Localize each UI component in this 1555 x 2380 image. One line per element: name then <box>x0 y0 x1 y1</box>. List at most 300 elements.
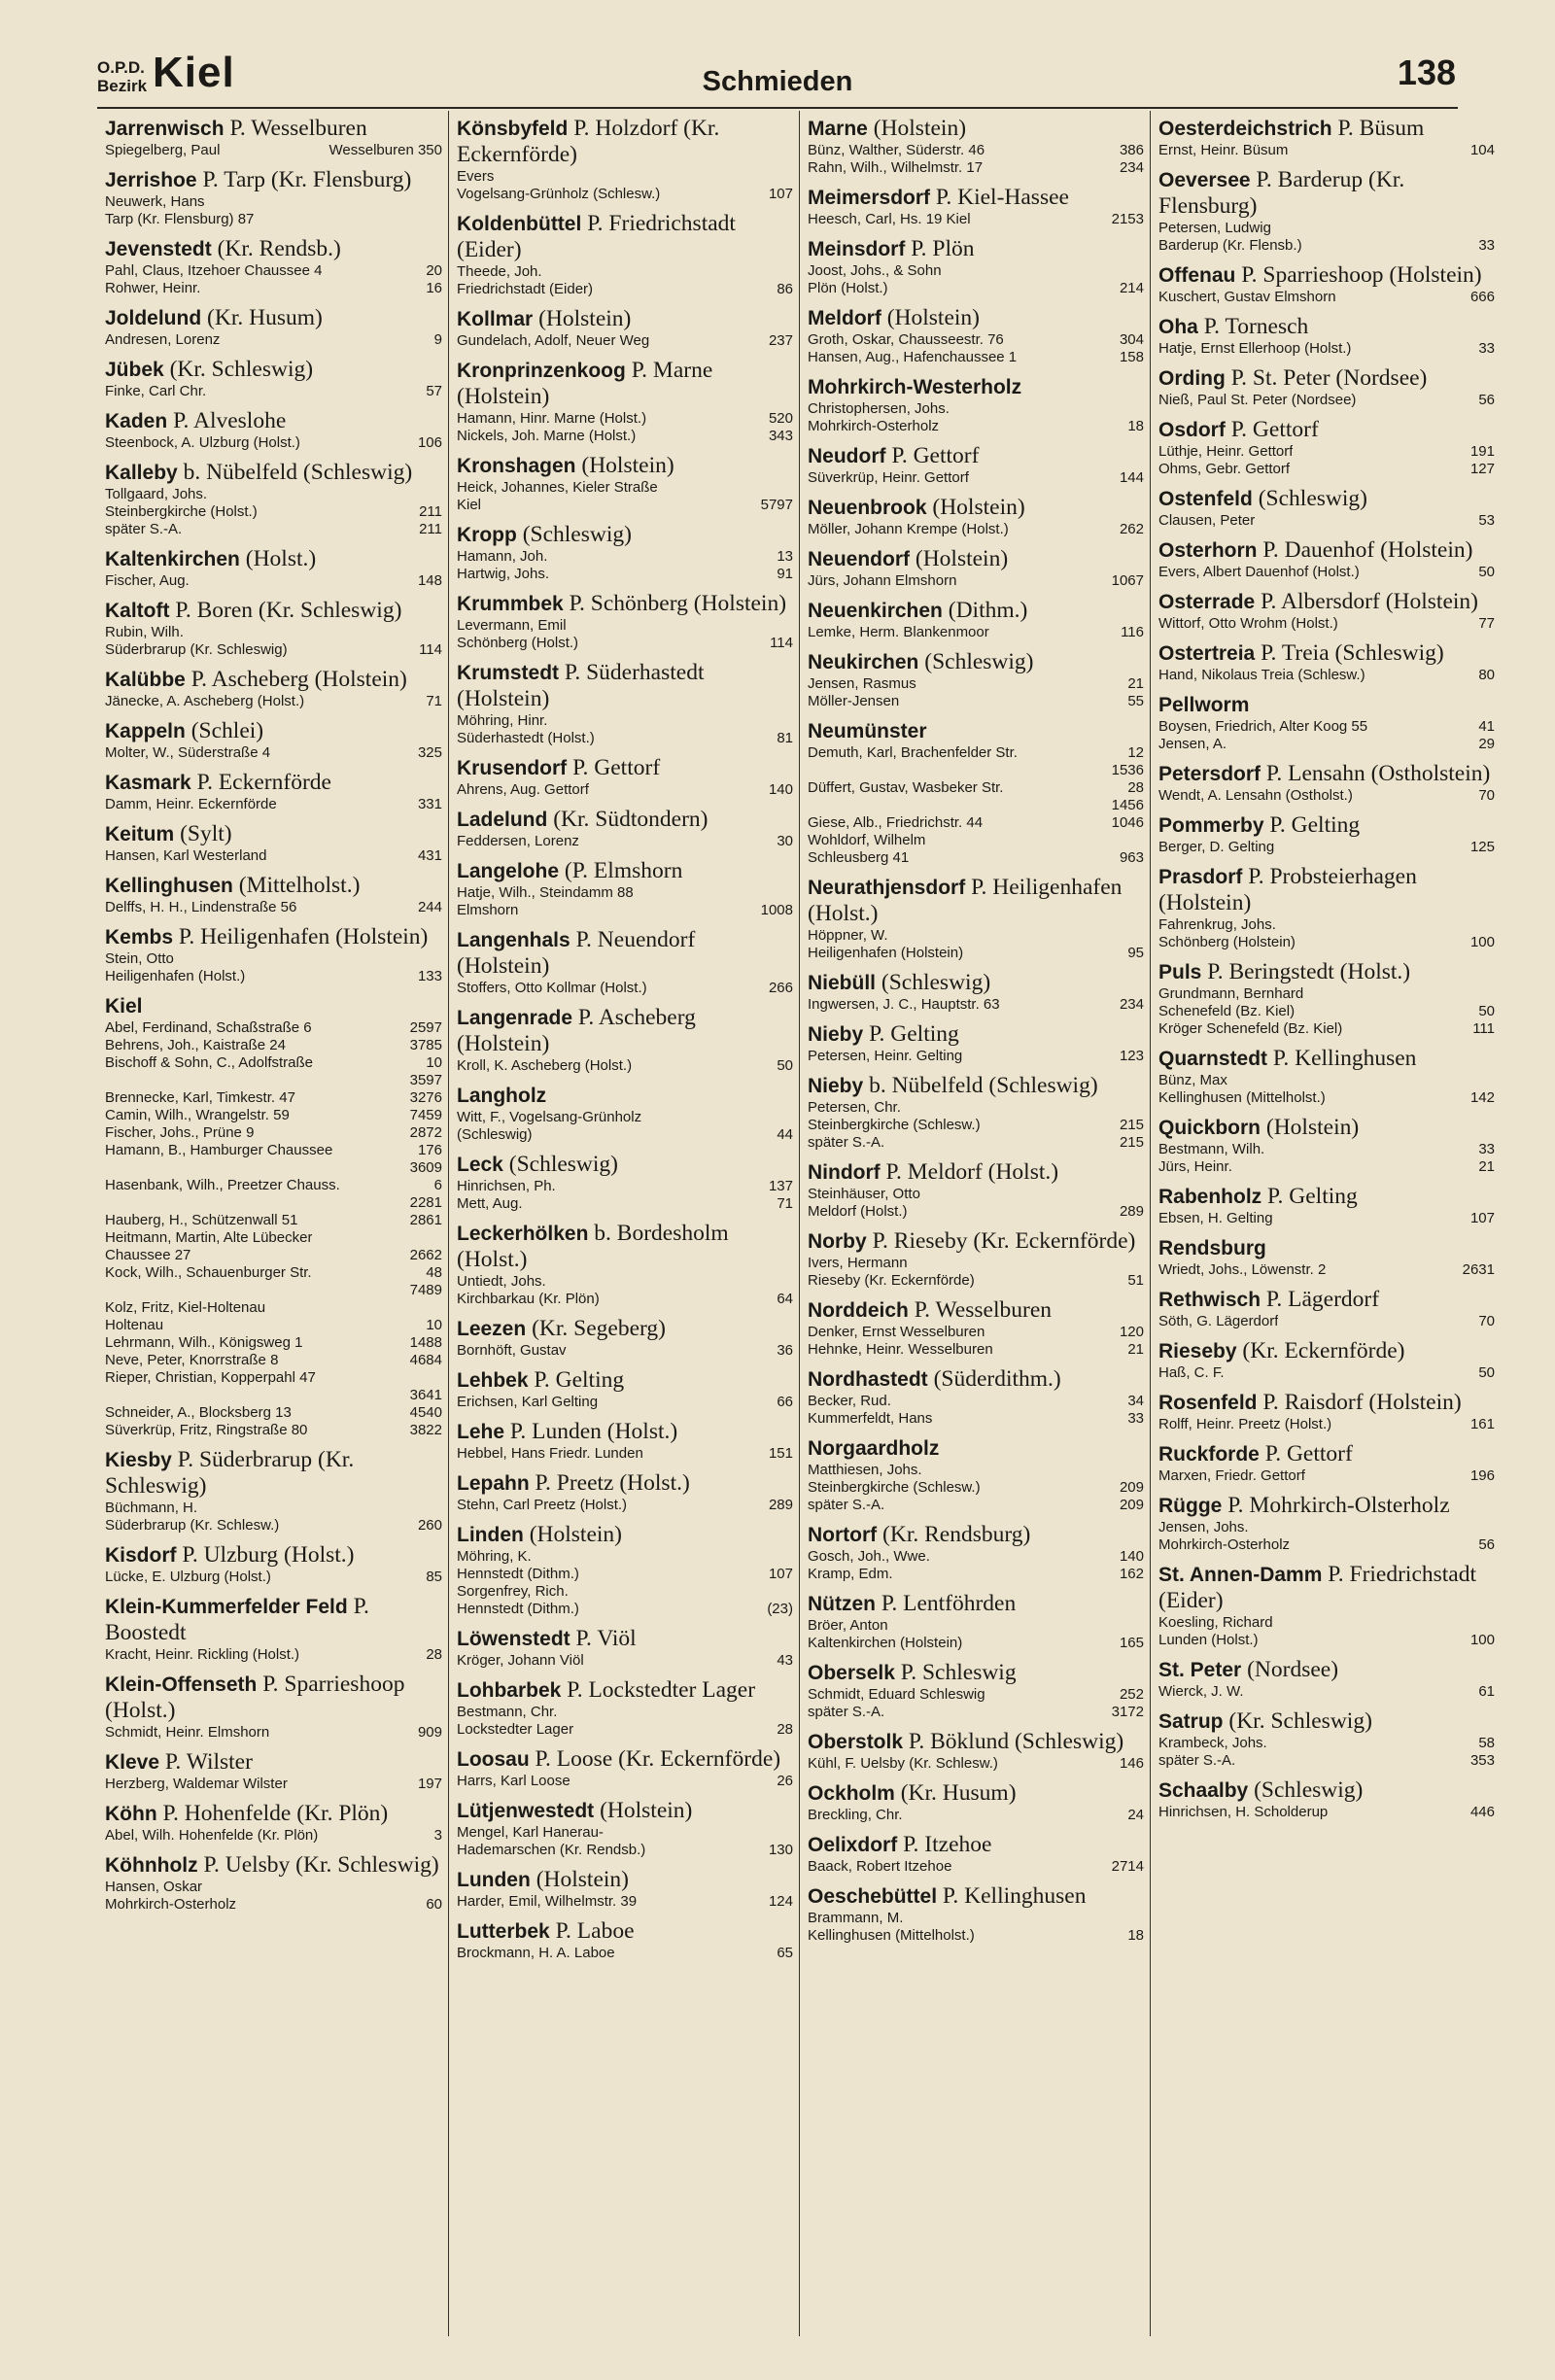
entry-name: Schneider, A., Blocksberg 13 <box>105 1404 292 1421</box>
entry-number: 41 <box>1478 718 1495 735</box>
entry-name: Christophersen, Johs. <box>808 400 950 417</box>
place-name: Nortorf <box>808 1524 878 1546</box>
entry-name: Erichsen, Karl Gelting <box>457 1394 599 1410</box>
entry-name: Witt, F., Vogelsang-Grünholz <box>457 1109 642 1125</box>
entry-name: Nickels, Joh. Marne (Holst.) <box>457 428 637 444</box>
place-heading <box>1158 537 1495 564</box>
place-heading <box>105 924 442 950</box>
directory-entry <box>1158 1364 1495 1382</box>
place-heading <box>1158 1390 1495 1416</box>
directory-entry <box>1158 1416 1495 1433</box>
directory-entry <box>457 566 793 583</box>
entry-name: Rolff, Heinr. Preetz (Holst.) <box>1158 1416 1332 1432</box>
entry-number: 34 <box>1127 1393 1144 1409</box>
place-heading <box>808 1522 1144 1548</box>
place-name: Kellinghusen <box>105 875 233 897</box>
entry-name: Steinbergkirche (Schlesw.) <box>808 1479 981 1496</box>
place-postal-info: P. Gettorf <box>1264 1441 1353 1466</box>
place-postal-info: (Holstein) <box>873 116 967 141</box>
entry-name: Möhring, K. <box>457 1548 532 1565</box>
entry-number: 114 <box>419 641 442 658</box>
place-name: Oha <box>1158 316 1198 338</box>
directory-entry <box>1158 1313 1495 1330</box>
place-name: Schaalby <box>1158 1779 1249 1802</box>
place-postal-info: P. Lentföhrden <box>881 1591 1017 1616</box>
place-heading <box>1158 812 1495 839</box>
directory-entry <box>1158 736 1495 753</box>
entry-number: 116 <box>1121 624 1144 640</box>
place-name: Kaltoft <box>105 600 170 622</box>
directory-entry <box>105 1089 442 1107</box>
directory-entry <box>105 1229 442 1247</box>
entry-name: Kröger, Johann Viöl <box>457 1652 584 1669</box>
entry-name: Harrs, Karl Loose <box>457 1773 570 1789</box>
place-name: Krummbek <box>457 593 564 615</box>
entry-name: Petersen, Heinr. Gelting <box>808 1048 963 1064</box>
place-name: Leck <box>457 1154 503 1176</box>
entry-number: 2597 <box>409 1019 442 1036</box>
entry-number: 137 <box>768 1178 793 1194</box>
entry-name: Steinhäuser, Otto <box>808 1186 920 1202</box>
entry-number: 77 <box>1478 615 1495 632</box>
place-postal-info: P. St. Peter (Nordsee) <box>1230 365 1428 391</box>
place-heading <box>457 116 793 168</box>
place-name: Meimersdorf <box>808 187 931 209</box>
entry-number: 144 <box>1119 469 1144 486</box>
place-name: Kisdorf <box>105 1544 177 1567</box>
place-name: Lohbarbek <box>457 1679 562 1702</box>
directory-entry <box>457 428 793 445</box>
place-name: St. Annen-Damm <box>1158 1564 1323 1586</box>
directory-entry <box>808 1048 1144 1065</box>
directory-entry <box>457 1273 793 1291</box>
place-postal-info: (Holstein) <box>600 1798 693 1823</box>
place-heading <box>1158 640 1495 667</box>
district-city: Kiel <box>153 49 235 96</box>
entry-number: 2631 <box>1462 1261 1495 1278</box>
entry-name: Gundelach, Adolf, Neuer Weg <box>457 332 650 349</box>
entry-number: 2861 <box>409 1212 442 1228</box>
directory-entry <box>1158 615 1495 633</box>
entry-name: Kramp, Edm. <box>808 1566 893 1582</box>
entry-number: 289 <box>768 1497 793 1513</box>
directory-entry <box>808 1186 1144 1203</box>
place-postal-info: P. Laboe <box>555 1918 635 1944</box>
place-postal-info: (Kr. Husum) <box>207 305 323 330</box>
directory-entry <box>105 521 442 538</box>
place-postal-info: (Holstein) <box>886 305 980 330</box>
directory-entry <box>457 281 793 298</box>
place-postal-info: P. Heiligenhafen (Holst.) <box>808 875 1123 926</box>
place-name: Kalleby <box>105 462 178 484</box>
directory-entry <box>808 1272 1144 1290</box>
entry-number: 1536 <box>1111 762 1144 778</box>
entry-name: Wendt, A. Lensahn (Ostholst.) <box>1158 787 1353 804</box>
place-heading <box>105 770 442 796</box>
place-name: Linden <box>457 1524 524 1546</box>
place-postal-info: (Kr. Rendsburg) <box>882 1522 1031 1547</box>
place-postal-info: (Kr. Schleswig) <box>1228 1708 1372 1734</box>
entry-number: 1067 <box>1111 572 1144 589</box>
entry-name: Kröger Schenefeld (Bz. Kiel) <box>1158 1020 1343 1037</box>
entry-number: 56 <box>1478 1536 1495 1553</box>
entry-name: Jänecke, A. Ascheberg (Holst.) <box>105 693 305 709</box>
place-postal-info: P. Neuendorf (Holstein) <box>457 927 696 979</box>
directory-entry <box>808 521 1144 538</box>
directory-entry <box>457 1394 793 1411</box>
directory-entry <box>808 280 1144 297</box>
directory-entry <box>457 1548 793 1566</box>
directory-entry <box>105 1646 442 1664</box>
directory-entry <box>808 1099 1144 1117</box>
entry-name: Mett, Aug. <box>457 1195 523 1212</box>
place-heading <box>457 1918 793 1945</box>
entry-name: Sorgenfrey, Rich. <box>457 1583 569 1600</box>
place-heading <box>457 453 793 479</box>
entry-number: 2872 <box>409 1124 442 1141</box>
directory-entry <box>1158 237 1495 255</box>
place-heading <box>457 1746 793 1773</box>
directory-entry <box>808 693 1144 710</box>
place-postal-info: P. Mohrkirch-Olsterholz <box>1227 1493 1450 1518</box>
place-name: Kappeln <box>105 720 186 742</box>
place-heading <box>105 460 442 486</box>
directory-entry <box>105 142 442 159</box>
entry-name: Hehnke, Heinr. Wesselburen <box>808 1341 993 1358</box>
directory-entry <box>105 1724 442 1742</box>
place-name: Kollmar <box>457 308 534 330</box>
page-title: Schmieden <box>702 66 853 97</box>
place-postal-info: (Schleswig) <box>508 1152 619 1177</box>
place-name: Leckerhölken <box>457 1223 589 1245</box>
place-postal-info: P. Lockstedter Lager <box>567 1677 756 1703</box>
place-heading <box>105 821 442 847</box>
directory-entry <box>1158 1632 1495 1649</box>
entry-name: Vogelsang-Grünholz (Schlesw.) <box>457 186 661 202</box>
place-heading <box>457 358 793 410</box>
entry-number: 214 <box>1119 280 1144 296</box>
directory-entry <box>105 1387 442 1404</box>
place-postal-info: (Schleswig) <box>522 522 632 547</box>
entry-name: Bünz, Walther, Süderstr. 46 <box>808 142 985 158</box>
entry-number: 10 <box>426 1317 442 1333</box>
place-heading <box>105 1594 442 1646</box>
entry-name: Hademarschen (Kr. Rendsb.) <box>457 1842 646 1858</box>
entry-name: Hansen, Karl Westerland <box>105 847 267 864</box>
entry-number: 209 <box>1119 1497 1144 1513</box>
place-heading <box>1158 589 1495 615</box>
place-postal-info: (Holstein) <box>536 1867 629 1892</box>
entry-number: 44 <box>777 1126 793 1143</box>
place-name: Norby <box>808 1230 867 1253</box>
entry-number: 21 <box>1127 1341 1144 1358</box>
entry-number: 33 <box>1478 237 1495 254</box>
entry-number: 28 <box>1127 779 1144 796</box>
place-postal-info: (Holstein) <box>581 453 674 478</box>
directory-entry <box>457 1824 793 1842</box>
entry-number: 71 <box>426 693 442 709</box>
place-postal-info: P. Kellinghusen <box>942 1883 1087 1909</box>
directory-entry <box>1158 289 1495 306</box>
place-heading <box>1158 692 1495 718</box>
place-heading <box>1158 1493 1495 1519</box>
place-heading <box>808 718 1144 744</box>
entry-number: 353 <box>1469 1752 1495 1769</box>
place-name: Niebüll <box>808 972 877 994</box>
entry-name: Bestmann, Wilh. <box>1158 1141 1265 1157</box>
place-heading <box>457 1419 793 1445</box>
directory-entry <box>457 712 793 730</box>
entry-name: Abel, Ferdinand, Schaßstraße 6 <box>105 1019 312 1036</box>
place-name: Quickborn <box>1158 1117 1261 1139</box>
place-name: Ostenfeld <box>1158 488 1253 510</box>
entry-name: Hansen, Aug., Hafenchaussee 1 <box>808 349 1018 365</box>
place-heading <box>105 1749 442 1776</box>
directory-entry <box>105 1827 442 1845</box>
entry-number: 133 <box>417 968 442 984</box>
place-postal-info: P. Preetz (Holst.) <box>535 1470 690 1496</box>
entry-name: Harder, Emil, Wilhelmstr. 39 <box>457 1893 638 1910</box>
place-name: Osdorf <box>1158 419 1226 441</box>
entry-number: 71 <box>777 1195 793 1212</box>
place-name: Leezen <box>457 1318 527 1340</box>
directory-entry <box>457 1652 793 1670</box>
page-header <box>97 47 1458 109</box>
entry-name: Möller-Jensen <box>808 693 900 709</box>
place-name: Pommerby <box>1158 814 1264 837</box>
entry-number: 142 <box>1469 1089 1495 1106</box>
entry-number: 24 <box>1127 1807 1144 1823</box>
entry-number: 66 <box>777 1394 793 1410</box>
directory-entry <box>105 262 442 280</box>
place-heading <box>105 1447 442 1500</box>
entry-number: 33 <box>1127 1410 1144 1427</box>
entry-number: 386 <box>1119 142 1144 158</box>
directory-entry <box>105 1177 442 1194</box>
place-postal-info: P. Albersdorf (Holstein) <box>1261 589 1478 614</box>
entry-name: Schmidt, Heinr. Elmshorn <box>105 1724 270 1741</box>
place-heading <box>1158 1657 1495 1683</box>
place-name: Neuenkirchen <box>808 600 943 622</box>
directory-entry <box>1158 1158 1495 1176</box>
entry-number: 33 <box>1478 340 1495 357</box>
place-name: Rethwisch <box>1158 1289 1261 1311</box>
entry-name: Hauberg, H., Schützenwall 51 <box>105 1212 298 1228</box>
place-postal-info: P. Büsum <box>1337 116 1425 141</box>
entry-name: Groth, Oskar, Chausseestr. 76 <box>808 331 1004 348</box>
entry-number: 61 <box>1478 1683 1495 1700</box>
entry-name: Hamann, B., Hamburger Chaussee <box>105 1142 333 1158</box>
place-name: Pellworm <box>1158 694 1250 716</box>
entry-name: Kummerfeldt, Hans <box>808 1410 933 1427</box>
entry-number: 30 <box>777 833 793 849</box>
entry-name: Höppner, W. <box>808 927 888 944</box>
directory-entry <box>457 168 793 186</box>
entry-name: Düffert, Gustav, Wasbeker Str. <box>808 779 1004 796</box>
entry-name: Denker, Ernst Wesselburen <box>808 1324 985 1340</box>
place-name: Rosenfeld <box>1158 1392 1258 1414</box>
directory-entry <box>1158 916 1495 934</box>
place-heading <box>457 660 793 712</box>
place-name: Jarrenwisch <box>105 118 225 140</box>
place-postal-info: P. Dauenhof (Holstein) <box>1262 537 1473 563</box>
place-heading <box>808 116 1144 142</box>
entry-number: 51 <box>1127 1272 1144 1289</box>
entry-name: Schönberg (Holst.) <box>457 635 579 651</box>
directory-entry <box>457 730 793 747</box>
entry-number: 158 <box>1119 349 1144 365</box>
entry-number: 56 <box>1478 392 1495 408</box>
place-heading <box>105 598 442 624</box>
place-postal-info: P. Ascheberg (Holstein) <box>190 667 407 692</box>
place-name: Langenrade <box>457 1007 573 1029</box>
entry-number: 18 <box>1127 418 1144 434</box>
entry-number: 520 <box>768 410 793 427</box>
entry-number: 125 <box>1469 839 1495 855</box>
entry-name: Giese, Alb., Friedrichstr. 44 <box>808 814 984 831</box>
entry-name: Mengel, Karl Hanerau- <box>457 1824 604 1841</box>
directory-entry <box>457 332 793 350</box>
place-name: Kiesby <box>105 1449 172 1471</box>
entry-name: Tarp (Kr. Flensburg) 87 <box>105 211 255 227</box>
entry-name: Hartwig, Johs. <box>457 566 550 582</box>
directory-entry <box>808 1858 1144 1876</box>
place-name: Neuenbrook <box>808 497 927 519</box>
entry-name: Süverkrüp, Fritz, Ringstraße 80 <box>105 1422 308 1438</box>
place-name: Könsbyfeld <box>457 118 569 140</box>
entry-name: Tollgaard, Johs. <box>105 486 208 502</box>
entry-name: Behrens, Joh., Kaistraße 24 <box>105 1037 286 1053</box>
directory-entry <box>1158 392 1495 409</box>
directory-entry <box>105 1159 442 1177</box>
entry-number: 191 <box>1469 443 1495 460</box>
directory-entry <box>1158 220 1495 237</box>
place-name: Lunden <box>457 1869 531 1891</box>
place-name: Kasmark <box>105 772 191 794</box>
place-name: Nieby <box>808 1075 864 1097</box>
directory-entry <box>1158 564 1495 581</box>
place-postal-info: P. Eckernförde <box>196 770 331 795</box>
directory-entry <box>457 980 793 997</box>
place-name: Jerrishoe <box>105 169 197 191</box>
place-heading <box>1158 486 1495 512</box>
place-heading <box>457 1005 793 1057</box>
place-name: Kropp <box>457 524 517 546</box>
entry-number: 48 <box>426 1264 442 1281</box>
entry-name: Ingwersen, J. C., Hauptstr. 63 <box>808 996 1000 1013</box>
directory-entry <box>457 617 793 635</box>
entry-number: 140 <box>768 781 793 798</box>
entry-number: 162 <box>1119 1566 1144 1582</box>
directory-entry <box>105 1776 442 1793</box>
directory-entry <box>1158 667 1495 684</box>
entry-number: 1456 <box>1111 797 1144 813</box>
entry-number: 50 <box>1478 1003 1495 1019</box>
place-postal-info: (Kr. Segeberg) <box>532 1316 666 1341</box>
directory-entry <box>1158 1072 1495 1089</box>
directory-entry <box>105 1369 442 1387</box>
entry-number: 106 <box>417 434 442 451</box>
place-postal-info: P. Holzdorf (Kr. Eckernförde) <box>457 116 720 167</box>
entry-number: 215 <box>1119 1117 1144 1133</box>
directory-entry <box>808 1566 1144 1583</box>
directory-entry <box>105 1107 442 1124</box>
directory-entry <box>1158 1210 1495 1227</box>
place-postal-info: P. Wesselburen <box>229 116 367 141</box>
place-postal-info: P. Beringstedt (Holst.) <box>1207 959 1411 984</box>
entry-name: später S.-A. <box>808 1134 885 1151</box>
place-postal-info: P. Barderup (Kr. Flensburg) <box>1158 167 1405 219</box>
place-postal-info: P. Wilster <box>164 1749 253 1775</box>
place-postal-info: P. Rieseby (Kr. Eckernförde) <box>872 1228 1136 1254</box>
directory-entry <box>1158 1536 1495 1554</box>
entry-name: Hatje, Wilh., Steindamm 88 <box>457 884 634 901</box>
entry-number: 3641 <box>409 1387 442 1403</box>
directory-entry <box>105 1422 442 1439</box>
directory-entry <box>808 572 1144 590</box>
entry-name: Büchmann, H. <box>105 1500 198 1516</box>
directory-entry <box>808 624 1144 641</box>
directory-entry <box>457 410 793 428</box>
directory-entry <box>105 1317 442 1334</box>
place-heading <box>105 873 442 899</box>
entry-number: 304 <box>1119 331 1144 348</box>
place-postal-info: (Nordsee) <box>1247 1657 1339 1682</box>
place-heading <box>808 1366 1144 1393</box>
entry-number: 28 <box>426 1646 442 1663</box>
entry-number: 1046 <box>1111 814 1144 831</box>
place-heading <box>457 1677 793 1704</box>
entry-name: Rubin, Wilh. <box>105 624 184 640</box>
entry-number: 80 <box>1478 667 1495 683</box>
place-heading <box>457 807 793 833</box>
place-postal-info: P. Ulzburg (Holst.) <box>182 1542 355 1568</box>
place-name: Klein-Kummerfelder Feld <box>105 1596 348 1618</box>
entry-name: Jensen, Rasmus <box>808 675 916 692</box>
directory-entry <box>1158 1141 1495 1158</box>
directory-entry <box>808 779 1144 797</box>
place-heading <box>808 1729 1144 1755</box>
entry-name: Steinbergkirche (Holst.) <box>105 503 258 520</box>
entry-name: Fahrenkrug, Johs. <box>1158 916 1276 933</box>
place-name: Prasdorf <box>1158 866 1243 888</box>
entry-number: 65 <box>777 1945 793 1961</box>
entry-number: 2714 <box>1111 1858 1144 1875</box>
place-name: Rügge <box>1158 1495 1223 1517</box>
entry-name: Brockmann, H. A. Laboe <box>457 1945 615 1961</box>
entry-name: Pahl, Claus, Itzehoer Chaussee 4 <box>105 262 323 279</box>
place-postal-info: (Schleswig) <box>1254 1777 1364 1803</box>
place-postal-info: (Holstein) <box>932 495 1025 520</box>
place-name: Nindorf <box>808 1161 881 1184</box>
place-postal-info: (Holstein) <box>529 1522 622 1547</box>
place-name: Lehbek <box>457 1369 529 1392</box>
directory-entry <box>457 548 793 566</box>
directory-entry <box>105 1334 442 1352</box>
entry-number: 325 <box>417 744 442 761</box>
place-postal-info: P. Friedrichstadt (Eider) <box>457 211 736 262</box>
place-heading <box>808 1159 1144 1186</box>
entry-name: Kiel <box>457 497 482 513</box>
entry-name: Kirchbarkau (Kr. Plön) <box>457 1291 600 1307</box>
entry-name: Elmshorn <box>457 902 519 918</box>
entry-number: 6 <box>433 1177 442 1193</box>
entry-name: Stehn, Carl Preetz (Holst.) <box>457 1497 628 1513</box>
place-postal-info: (Kr. Eckernförde) <box>1242 1338 1405 1363</box>
directory-entry <box>808 1635 1144 1652</box>
entry-number: 18 <box>1127 1927 1144 1944</box>
directory-entry <box>457 1583 793 1601</box>
